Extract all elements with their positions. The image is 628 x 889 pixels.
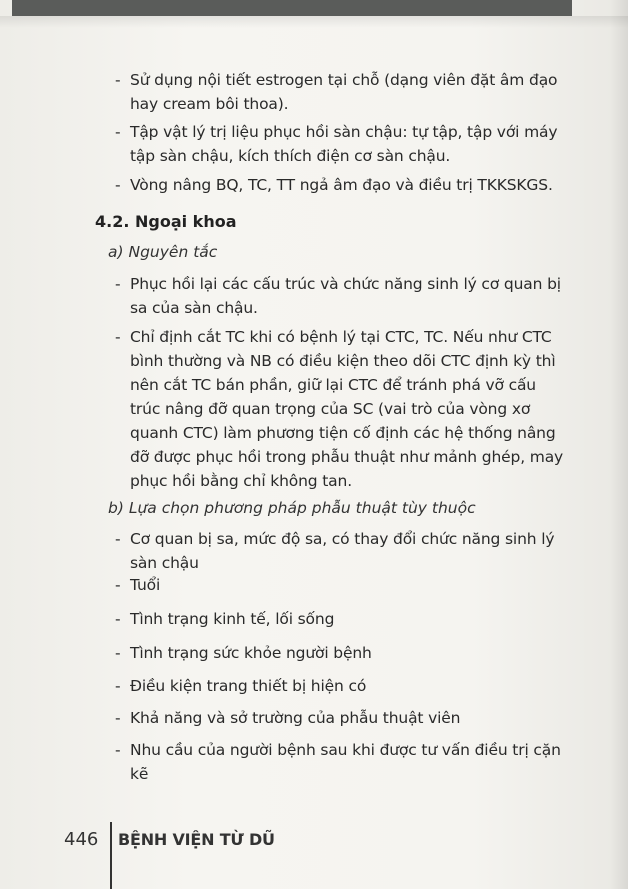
list-item-text: Điều kiện trang thiết bị hiện có <box>130 677 367 695</box>
bullet-dash: - <box>115 741 121 759</box>
list-item <box>115 706 565 730</box>
list-item <box>115 641 565 665</box>
list-item-text: Tập vật lý trị liệu phục hồi sàn chậu: tự tập, tập với máy tập sàn chậu, kích thích điện cơ sàn chậu. <box>130 123 558 165</box>
running-footer-title: BỆNH VIỆN TỪ DŨ <box>118 830 275 849</box>
list-item <box>115 173 565 197</box>
list-item <box>115 325 565 493</box>
bullet-dash: - <box>115 644 121 662</box>
list-item-text: Khả năng và sở trường của phẫu thuật viên <box>130 709 461 727</box>
bullet-dash: - <box>115 328 121 346</box>
subsection-title: b) Lựa chọn phương pháp phẫu thuật tùy thuộc <box>108 499 476 517</box>
bullet-dash: - <box>115 610 121 628</box>
bullet-dash: - <box>115 71 121 89</box>
list-item <box>115 573 565 597</box>
bullet-dash: - <box>115 576 121 594</box>
list-item <box>115 120 565 168</box>
list-item <box>115 738 565 786</box>
list-item <box>115 68 565 116</box>
list-item-text: Tình trạng kinh tế, lối sống <box>130 610 335 628</box>
page-number: 446 <box>64 829 99 850</box>
list-item-text: Tuổi <box>130 576 161 594</box>
list-item-text: Nhu cầu của người bệnh sau khi được tư vấn điều trị cặn kẽ <box>130 741 561 783</box>
bullet-dash: - <box>115 275 121 293</box>
subsection-title: a) Nguyên tắc <box>108 243 218 261</box>
bullet-dash: - <box>115 176 121 194</box>
list-item <box>115 272 565 320</box>
list-item <box>115 527 565 575</box>
bullet-dash: - <box>115 709 121 727</box>
bullet-dash: - <box>115 123 121 141</box>
list-item-text: Vòng nâng BQ, TC, TT ngả âm đạo và điều trị TKKSKGS. <box>130 176 553 194</box>
bullet-dash: - <box>115 530 121 548</box>
list-item-text: Chỉ định cắt TC khi có bệnh lý tại CTC, TC. Nếu như CTC bình thường và NB có điều kiện theo dõi CTC định kỳ thì nên cắt TC bán phần, giữ lại CTC để tránh phá vỡ cấu trúc nâng đỡ quan trọng của SC (vai trò của vòng xơ quanh CTC) làm phương tiện cố định các hệ thống nâng đỡ được phục hồi trong phẫu thuật như mảnh ghép, may phục hồi bằng chỉ không tan. <box>130 328 564 490</box>
footer-divider <box>110 822 112 889</box>
list-item <box>115 674 565 698</box>
list-item-text: Sử dụng nội tiết estrogen tại chỗ (dạng viên đặt âm đạo hay cream bôi thoa). <box>130 71 558 113</box>
list-item-text: Cơ quan bị sa, mức độ sa, có thay đổi chức năng sinh lý sàn chậu <box>130 530 555 572</box>
list-item-text: Tình trạng sức khỏe người bệnh <box>130 644 372 662</box>
list-item-text: Phục hồi lại các cấu trúc và chức năng sinh lý cơ quan bị sa của sàn chậu. <box>130 275 561 317</box>
section-heading: 4.2. Ngoại khoa <box>95 212 237 231</box>
bullet-dash: - <box>115 677 121 695</box>
list-item <box>115 607 565 631</box>
